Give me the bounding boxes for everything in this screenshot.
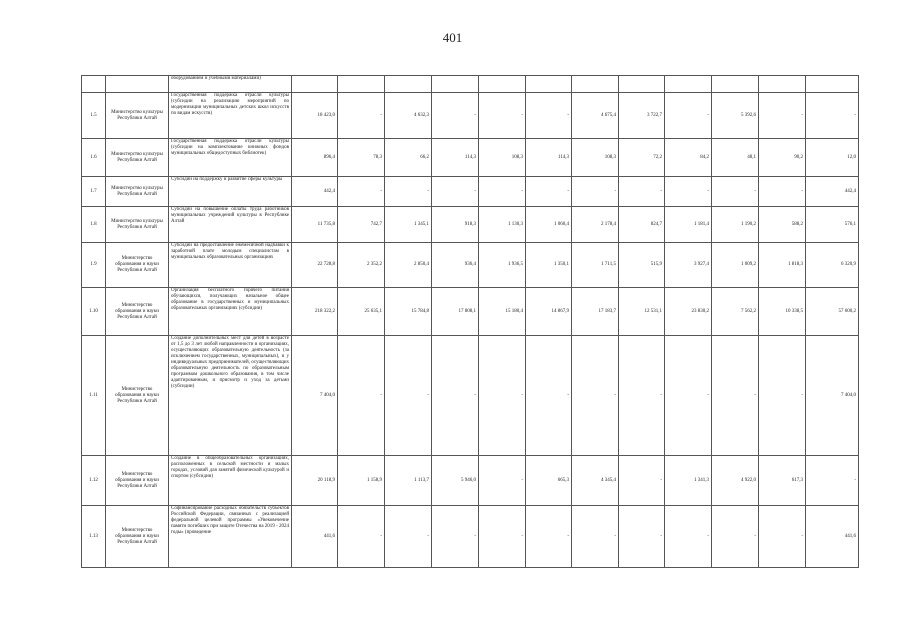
value-cell: - bbox=[432, 336, 479, 456]
value-cell: 84,2 bbox=[665, 139, 712, 177]
table-row bbox=[82, 139, 859, 177]
value-cell: 617,3 bbox=[759, 456, 806, 506]
description-cell: Субсидии на поддержку и развитие сферы культуры bbox=[169, 177, 292, 207]
value-cell: 1 130,3 bbox=[479, 207, 526, 243]
value-cell: - bbox=[572, 336, 619, 456]
value-cell: 2 850,4 bbox=[385, 243, 432, 288]
value-cell: - bbox=[665, 506, 712, 568]
row-number-cell: 1.13 bbox=[82, 506, 106, 568]
table-row bbox=[82, 243, 859, 288]
value-cell: 7 562,2 bbox=[712, 288, 759, 336]
value-cell bbox=[479, 76, 526, 93]
value-cell: 4 345,4 bbox=[572, 456, 619, 506]
agency-cell: Министерство образования и науки Республики Алтай bbox=[106, 288, 169, 336]
value-cell: - bbox=[479, 177, 526, 207]
row-number-cell: 1.6 bbox=[82, 139, 106, 177]
value-cell: 1 818,3 bbox=[759, 243, 806, 288]
row-number-cell: 1.5 bbox=[82, 93, 106, 139]
value-cell: 588,2 bbox=[759, 207, 806, 243]
value-cell: 5 946,0 bbox=[432, 456, 479, 506]
value-cell: - bbox=[759, 506, 806, 568]
value-cell: - bbox=[712, 506, 759, 568]
total-cell: 20 118,9 bbox=[292, 456, 338, 506]
value-cell: - bbox=[712, 177, 759, 207]
agency-cell: Министерство образования и науки Республики Алтай bbox=[106, 506, 169, 568]
value-cell: 6 320,9 bbox=[806, 243, 859, 288]
value-cell bbox=[806, 76, 859, 93]
row-number-cell bbox=[82, 76, 106, 93]
value-cell: 665,3 bbox=[526, 456, 572, 506]
value-cell: 1 345,1 bbox=[385, 207, 432, 243]
value-cell: 1 190,2 bbox=[712, 207, 759, 243]
value-cell: 66,2 bbox=[385, 139, 432, 177]
value-cell bbox=[338, 76, 385, 93]
table-row bbox=[82, 177, 859, 207]
value-cell: 17 183,7 bbox=[572, 288, 619, 336]
value-cell: 108,3 bbox=[572, 139, 619, 177]
value-cell: 1 350,1 bbox=[526, 243, 572, 288]
table-row bbox=[82, 288, 859, 336]
value-cell: - bbox=[759, 93, 806, 139]
agency-cell: Министерство культуры Республики Алтай bbox=[106, 139, 169, 177]
value-cell: 90,2 bbox=[759, 139, 806, 177]
value-cell: 1 009,2 bbox=[712, 243, 759, 288]
value-cell: 4 922,0 bbox=[712, 456, 759, 506]
row-number-cell: 1.9 bbox=[82, 243, 106, 288]
description-cell: Создание в общеобразовательных организациях, расположенных в сельской местности и малых городах, условий для занятий физической культурой и спортом (субсидии) bbox=[169, 456, 292, 506]
value-cell: 4 675,4 bbox=[572, 93, 619, 139]
value-cell: - bbox=[338, 506, 385, 568]
value-cell: - bbox=[526, 506, 572, 568]
value-cell: 15 784,8 bbox=[385, 288, 432, 336]
value-cell: - bbox=[526, 93, 572, 139]
table-row bbox=[82, 207, 859, 243]
value-cell: 3 722,7 bbox=[619, 93, 665, 139]
total-cell: 441,6 bbox=[292, 506, 338, 568]
row-number-cell: 1.10 bbox=[82, 288, 106, 336]
total-cell: 18 423,0 bbox=[292, 93, 338, 139]
agency-cell: Министерство образования и науки Республики Алтай bbox=[106, 243, 169, 288]
value-cell bbox=[572, 76, 619, 93]
value-cell: 25 635,1 bbox=[338, 288, 385, 336]
value-cell: 78,3 bbox=[338, 139, 385, 177]
value-cell: 14 867,9 bbox=[526, 288, 572, 336]
value-cell: - bbox=[806, 93, 859, 139]
value-cell: - bbox=[432, 177, 479, 207]
value-cell: 742,7 bbox=[338, 207, 385, 243]
value-cell: 2 178,4 bbox=[572, 207, 619, 243]
value-cell: 57 600,2 bbox=[806, 288, 859, 336]
value-cell: 12 531,1 bbox=[619, 288, 665, 336]
value-cell: 72,2 bbox=[619, 139, 665, 177]
value-cell: - bbox=[619, 456, 665, 506]
value-cell: 2 352,2 bbox=[338, 243, 385, 288]
total-cell: 22 728,8 bbox=[292, 243, 338, 288]
value-cell: 12,0 bbox=[806, 139, 859, 177]
value-cell: 918,3 bbox=[432, 207, 479, 243]
value-cell: 1 113,7 bbox=[385, 456, 432, 506]
value-cell: 4 632,3 bbox=[385, 93, 432, 139]
agency-cell: Министерство культуры Республики Алтай bbox=[106, 177, 169, 207]
total-cell: 218 322,2 bbox=[292, 288, 338, 336]
value-cell: - bbox=[759, 177, 806, 207]
description-cell: Субсидии на предоставление ежемесячной надбавки к заработной плате молодым специалистам в муниципальных образовательных организациях bbox=[169, 243, 292, 288]
agency-cell: Министерство образования и науки Республики Алтай bbox=[106, 336, 169, 456]
value-cell: 1 181,4 bbox=[665, 207, 712, 243]
value-cell: 17 808,1 bbox=[432, 288, 479, 336]
description-cell: Государственная поддержка отрасли культуры (субсидии на комплектование книжных фондов муниципальных общедоступных библиотек) bbox=[169, 139, 292, 177]
table-row-continuation bbox=[82, 76, 859, 93]
value-cell: - bbox=[665, 336, 712, 456]
description-cell: оборудованием и учебными материалами) bbox=[169, 76, 292, 93]
value-cell: 936,4 bbox=[432, 243, 479, 288]
value-cell: - bbox=[665, 177, 712, 207]
description-cell: Софинансирование расходных обязательств субъектов Российской Федерации, связанных с реализацией федеральной целевой программы «Увековечение памяти погибших при защите Отечества на 2019 - 2024 годы» (проведение bbox=[169, 506, 292, 568]
value-cell: 442,4 bbox=[806, 177, 859, 207]
value-cell: - bbox=[479, 336, 526, 456]
value-cell: - bbox=[432, 506, 479, 568]
total-cell: 11 735,8 bbox=[292, 207, 338, 243]
value-cell bbox=[665, 76, 712, 93]
table-row bbox=[82, 456, 859, 506]
value-cell: - bbox=[479, 506, 526, 568]
value-cell: - bbox=[526, 177, 572, 207]
value-cell: 5 392,6 bbox=[712, 93, 759, 139]
description-cell: Организация бесплатного горячего питания обучающихся, получающих начальное общее образование в государственных и муниципальных образовательных организациях (субсидии) bbox=[169, 288, 292, 336]
description-cell: Государственная поддержка отрасли культуры (субсидии на реализацию мероприятий по модернизации муниципальных детских школ искусств по видам искусств) bbox=[169, 93, 292, 139]
value-cell: - bbox=[526, 336, 572, 456]
value-cell: - bbox=[572, 506, 619, 568]
value-cell: - bbox=[385, 506, 432, 568]
agency-cell: Министерство образования и науки Республики Алтай bbox=[106, 456, 169, 506]
value-cell: 15 180,4 bbox=[479, 288, 526, 336]
agency-cell: Министерство культуры Республики Алтай bbox=[106, 93, 169, 139]
value-cell: 1 158,9 bbox=[338, 456, 385, 506]
value-cell: 1 936,5 bbox=[479, 243, 526, 288]
value-cell: - bbox=[338, 336, 385, 456]
value-cell: - bbox=[806, 456, 859, 506]
value-cell bbox=[619, 76, 665, 93]
value-cell: - bbox=[619, 177, 665, 207]
table-row bbox=[82, 336, 859, 456]
value-cell: - bbox=[619, 506, 665, 568]
value-cell: 108,3 bbox=[479, 139, 526, 177]
value-cell bbox=[712, 76, 759, 93]
value-cell: - bbox=[479, 456, 526, 506]
agency-cell: Министерство культуры Республики Алтай bbox=[106, 207, 169, 243]
value-cell: 1 711,5 bbox=[572, 243, 619, 288]
page-number: 401 bbox=[442, 30, 463, 45]
value-cell: 441,6 bbox=[806, 506, 859, 568]
value-cell: 48,1 bbox=[712, 139, 759, 177]
total-cell bbox=[292, 76, 338, 93]
value-cell bbox=[759, 76, 806, 93]
value-cell: - bbox=[572, 177, 619, 207]
value-cell: - bbox=[338, 93, 385, 139]
value-cell: - bbox=[712, 336, 759, 456]
total-cell: 442,4 bbox=[292, 177, 338, 207]
value-cell: 10 338,5 bbox=[759, 288, 806, 336]
description-cell: Субсидии на повышение оплаты труда работников муниципальных учреждений культуры в Республике Алтай bbox=[169, 207, 292, 243]
value-cell: - bbox=[759, 336, 806, 456]
row-number-cell: 1.11 bbox=[82, 336, 106, 456]
value-cell: - bbox=[385, 336, 432, 456]
row-number-cell: 1.8 bbox=[82, 207, 106, 243]
table-body bbox=[82, 76, 859, 568]
value-cell: 824,7 bbox=[619, 207, 665, 243]
value-cell: 7 404,0 bbox=[806, 336, 859, 456]
value-cell: 576,1 bbox=[806, 207, 859, 243]
value-cell: - bbox=[432, 93, 479, 139]
total-cell: 896,4 bbox=[292, 139, 338, 177]
value-cell: 23 830,2 bbox=[665, 288, 712, 336]
value-cell: 114,3 bbox=[526, 139, 572, 177]
value-cell bbox=[432, 76, 479, 93]
value-cell: 114,3 bbox=[432, 139, 479, 177]
value-cell: 1 341,3 bbox=[665, 456, 712, 506]
value-cell: - bbox=[665, 93, 712, 139]
value-cell: 515,9 bbox=[619, 243, 665, 288]
row-number-cell: 1.12 bbox=[82, 456, 106, 506]
value-cell: - bbox=[338, 177, 385, 207]
value-cell: - bbox=[385, 177, 432, 207]
row-number-cell: 1.7 bbox=[82, 177, 106, 207]
agency-cell bbox=[106, 76, 169, 93]
value-cell: 3 927,4 bbox=[665, 243, 712, 288]
budget-table bbox=[81, 75, 859, 568]
value-cell: - bbox=[479, 93, 526, 139]
total-cell: 7 404,0 bbox=[292, 336, 338, 456]
value-cell: 1 060,4 bbox=[526, 207, 572, 243]
value-cell: - bbox=[619, 336, 665, 456]
value-cell bbox=[385, 76, 432, 93]
description-cell: Создание дополнительных мест для детей в возрасте от 1,5 до 3 лет любой направленности в организациях, осуществляющих образовательную деятельность (за исключением государственных, муниципальных), и у индивидуальных предпринимателей, осуществляющих образовательную деятельность по образовательным программам дошкольного образования, в том числе адаптированным, и присмотр и уход за детьми (субсидии) bbox=[169, 336, 292, 456]
table-row bbox=[82, 506, 859, 568]
value-cell bbox=[526, 76, 572, 93]
table-row bbox=[82, 93, 859, 139]
